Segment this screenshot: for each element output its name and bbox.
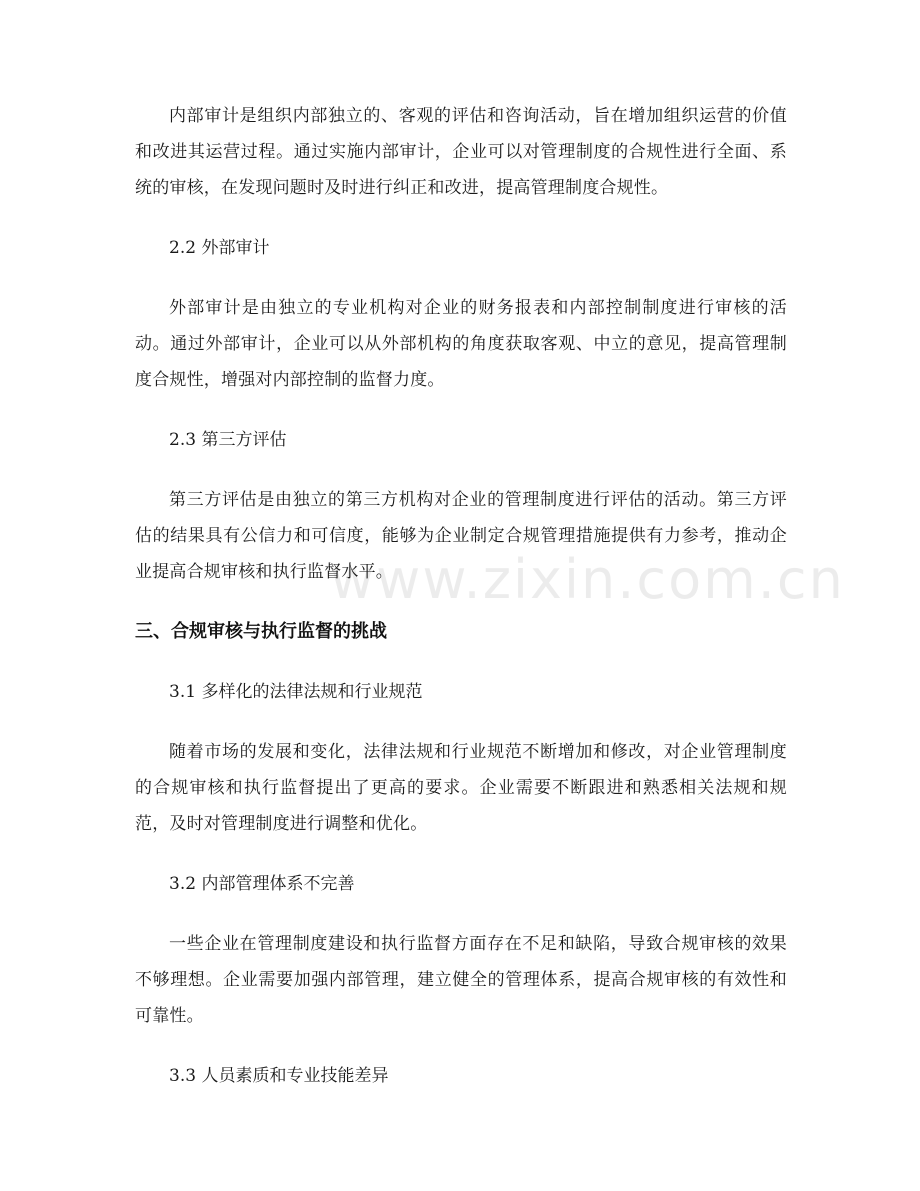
paragraph-internal-audit: 内部审计是组织内部独立的、客观的评估和咨询活动，旨在增加组织运营的价值和改进其运营过程。通过实施内部审计，企业可以对管理制度的合规性进行全面、系统的审核，在发现问题时及时进行纠正和改进，提高管理制度合规性。: [135, 106, 787, 198]
document-page: [135, 98, 787, 1118]
paragraph-third-party-assessment: 第三方评估是由独立的第三方机构对企业的管理制度进行评估的活动。第三方评估的结果具有公信力和可信度，能够为企业制定合规管理措施提供有力参考，推动企业提高合规审核和执行监督水平。: [135, 490, 787, 582]
subheading-internal-management: 3.2 内部管理体系不完善: [169, 874, 355, 894]
paragraph-external-audit: 外部审计是由独立的专业机构对企业的财务报表和内部控制制度进行审核的活动。通过外部审计，企业可以从外部机构的角度获取客观、中立的意见，提高管理制度合规性，增强对内部控制的监督力度。: [135, 298, 787, 390]
subheading-personnel-skills: 3.3 人员素质和专业技能差异: [169, 1066, 389, 1086]
paragraph-internal-management: 一些企业在管理制度建设和执行监督方面存在不足和缺陷，导致合规审核的效果不够理想。企业需要加强内部管理，建立健全的管理体系，提高合规审核的有效性和可靠性。: [135, 934, 787, 1026]
paragraph-diverse-regulations: 随着市场的发展和变化，法律法规和行业规范不断增加和修改，对企业管理制度的合规审核和执行监督提出了更高的要求。企业需要不断跟进和熟悉相关法规和规范，及时对管理制度进行调整和优化。: [135, 742, 787, 834]
subheading-diverse-regulations: 3.1 多样化的法律法规和行业规范: [169, 682, 423, 702]
subheading-third-party-assessment: 2.3 第三方评估: [169, 430, 287, 450]
section-heading-challenges: 三、合规审核与执行监督的挑战: [135, 621, 387, 642]
subheading-external-audit: 2.2 外部审计: [169, 238, 270, 258]
watermark: www.zixin.com.cn: [330, 548, 845, 611]
